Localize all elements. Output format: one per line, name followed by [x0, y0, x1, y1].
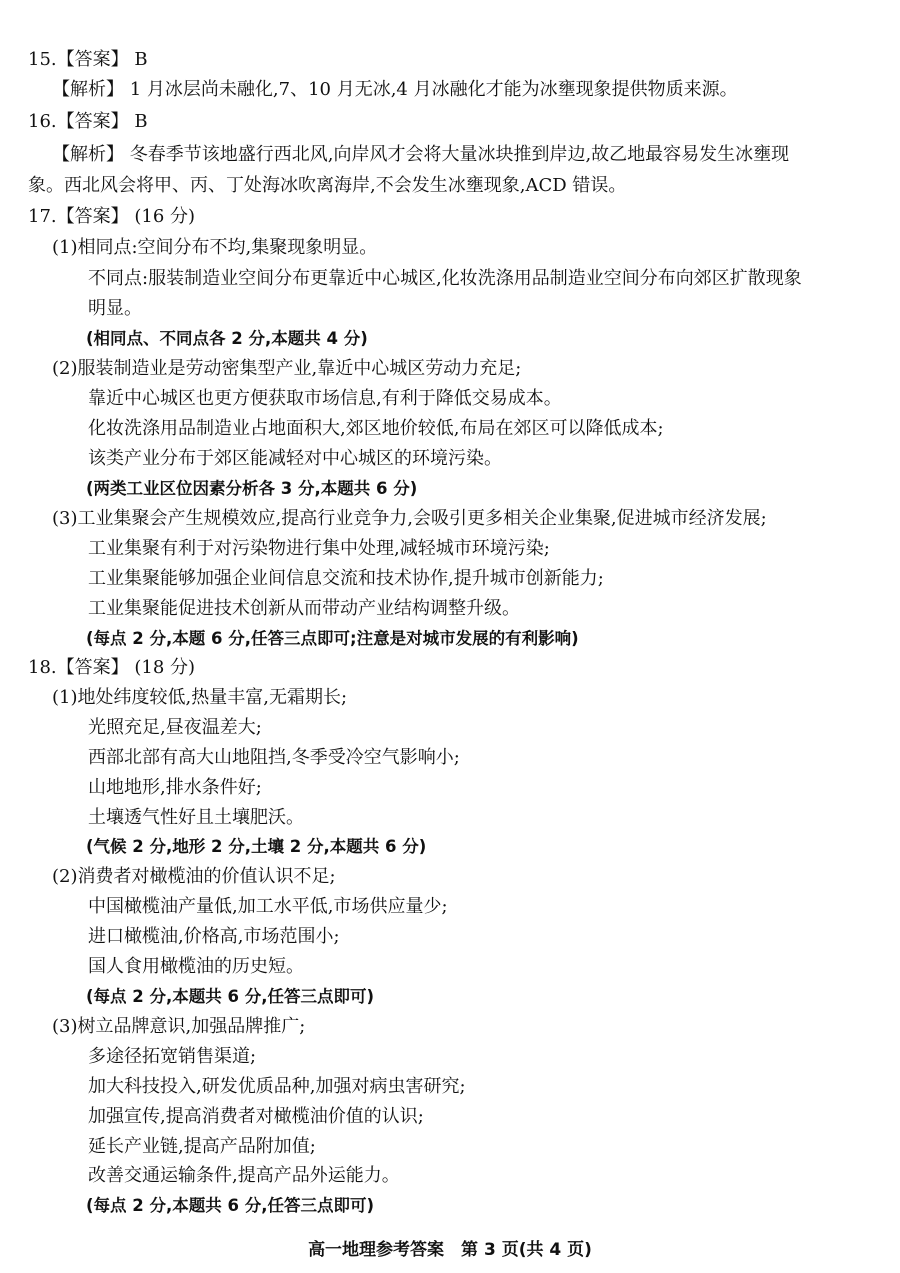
q17-part3-line3: 工业集聚能够加强企业间信息交流和技术协作,提升城市创新能力;	[88, 568, 604, 589]
q18-part3-line1: (3)树立品牌意识,加强品牌推广;	[52, 1016, 306, 1037]
q18-part3-score: (每点 2 分,本题共 6 分,任答三点即可)	[86, 1196, 375, 1215]
q17-part3-line4: 工业集聚能促进技术创新从而带动产业结构调整升级。	[88, 598, 520, 619]
q16-analysis-line1: 【解析】 冬春季节该地盛行西北风,向岸风才会将大量冰块推到岸边,故乙地最容易发生冰壅现	[52, 144, 790, 165]
q17-part1-line1: (1)相同点:空间分布不均,集聚现象明显。	[52, 237, 378, 258]
q18-part2-line4: 国人食用橄榄油的历史短。	[88, 956, 304, 977]
q18-part1-line3: 西部北部有高大山地阻挡,冬季受冷空气影响小;	[88, 747, 460, 768]
page-footer: 高一地理参考答案 第 3 页(共 4 页)	[308, 1240, 592, 1260]
q17-part3-score: (每点 2 分,本题 6 分,任答三点即可;注意是对城市发展的有利影响)	[86, 629, 579, 648]
q18-part3-line2: 多途径拓宽销售渠道;	[88, 1046, 257, 1067]
q16-analysis-line2: 象。西北风会将甲、丙、丁处海冰吹离海岸,不会发生冰壅现象,ACD 错误。	[28, 175, 627, 196]
q18-part1-line4: 山地地形,排水条件好;	[88, 777, 262, 798]
q15-analysis: 【解析】 1 月冰层尚未融化,7、10 月无冰,4 月冰融化才能为冰壅现象提供物质来源。	[52, 79, 738, 100]
q18-part3-line4: 加强宣传,提高消费者对橄榄油价值的认识;	[88, 1106, 424, 1127]
q18-answer: 18.【答案】 (18 分)	[28, 657, 196, 678]
q17-part2-score: (两类工业区位因素分析各 3 分,本题共 6 分)	[86, 479, 418, 498]
q18-part2-line2: 中国橄榄油产量低,加工水平低,市场供应量少;	[88, 896, 448, 917]
q18-part3-line3: 加大科技投入,研发优质品种,加强对病虫害研究;	[88, 1076, 466, 1097]
q18-part3-line5: 延长产业链,提高产品附加值;	[88, 1136, 316, 1157]
q17-part2-line3: 化妆洗涤用品制造业占地面积大,郊区地价较低,布局在郊区可以降低成本;	[88, 418, 664, 439]
q18-part2-score: (每点 2 分,本题共 6 分,任答三点即可)	[86, 987, 375, 1006]
q17-part2-line4: 该类产业分布于郊区能减轻对中心城区的环境污染。	[88, 448, 502, 469]
q17-part2-line1: (2)服装制造业是劳动密集型产业,靠近中心城区劳动力充足;	[52, 358, 522, 379]
q17-part3-line1: (3)工业集聚会产生规模效应,提高行业竞争力,会吸引更多相关企业集聚,促进城市经济发展;	[52, 508, 767, 529]
q17-answer: 17.【答案】 (16 分)	[28, 206, 196, 227]
q18-part2-line3: 进口橄榄油,价格高,市场范围小;	[88, 926, 340, 947]
q18-part1-line1: (1)地处纬度较低,热量丰富,无霜期长;	[52, 687, 348, 708]
q17-part1-score: (相同点、不同点各 2 分,本题共 4 分)	[86, 329, 368, 348]
q17-part3-line2: 工业集聚有利于对污染物进行集中处理,减轻城市环境污染;	[88, 538, 550, 559]
q18-part2-line1: (2)消费者对橄榄油的价值认识不足;	[52, 866, 336, 887]
q16-answer: 16.【答案】 B	[28, 111, 148, 132]
q17-part2-line2: 靠近中心城区也更方便获取市场信息,有利于降低交易成本。	[88, 388, 562, 409]
q17-part1-line2: 不同点:服装制造业空间分布更靠近中心城区,化妆洗涤用品制造业空间分布向郊区扩散现象	[88, 268, 802, 289]
q18-part1-score: (气候 2 分,地形 2 分,土壤 2 分,本题共 6 分)	[86, 837, 427, 856]
q18-part1-line5: 土壤透气性好且土壤肥沃。	[88, 807, 304, 828]
q15-answer: 15.【答案】 B	[28, 49, 148, 70]
q18-part1-line2: 光照充足,昼夜温差大;	[88, 717, 262, 738]
q17-part1-line3: 明显。	[88, 298, 142, 319]
q18-part3-line6: 改善交通运输条件,提高产品外运能力。	[88, 1165, 400, 1186]
